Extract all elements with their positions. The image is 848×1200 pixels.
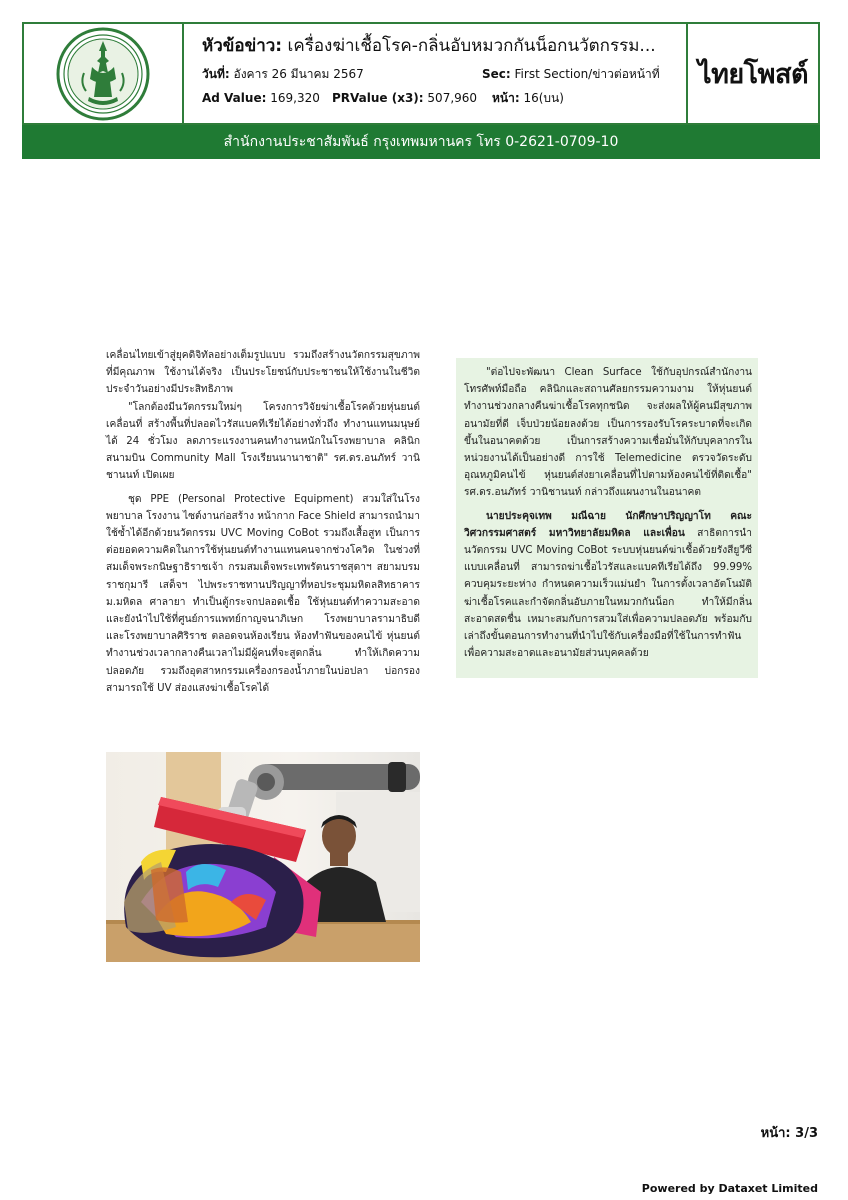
section-field [482,64,660,84]
article-paragraph: เคลื่อนไทยเข้าสู่ยุคดิจิทัลอย่างเต็มรูปแบบ รวมถึงสร้างนวัตกรรมสุขภาพที่มีคุณภาพ ใช้งานได้จริง เป็นประโยชน์กับประชาชนให้ใช้งานในชีวิตประจำวันอย่างมีประสิทธิภาพ [106,350,420,396]
page-label: หน้า: [492,91,520,105]
bma-seal-icon [56,27,150,121]
robot-helmet-photo [106,752,420,962]
date-row [202,64,686,84]
date-label: วันที่: [202,67,230,81]
headline-row [202,32,686,60]
pr-value-label: PRValue (x3): [332,91,424,105]
page-number [761,1122,818,1143]
article-paragraph: "โลกต้องมีนวัตกรรมใหม่ๆ โครงการวิจัยฆ่าเชื้อโรคด้วยหุ่นยนต์เคลื่อนที่ สร้างพื้นที่ปลอดไวรัสแบคทีเรียได้อย่างทั่วถึง ทำงานแทนมนุษย์ได้ 24 ชั่วโมง ลดภาระแรงงานคนทำงานหนักในโรงพยาบาล คลินิก สนามบิน Community Mall โรงเรียนนานาชาติ" รศ.ดร.อนภัทร์ วานิชานนท์ เปิดเผย [106,401,420,482]
headline-label: หัวข้อข่าว: [202,36,283,56]
page-value: 16(บน) [523,91,564,105]
pr-office-banner: สำนักงานประชาสัมพันธ์ กรุงเทพมหานคร โทร 0-2621-0709-10 [22,125,820,159]
article-paragraph: "ต่อไปจะพัฒนา Clean Surface ใช้กับอุปกรณ์สำนักงาน โทรศัพท์มือถือ คลินิกและสถานศัลยกรรมความงาม ให้หุ่นยนต์ทำงานช่วงกลางคืนฆ่าเชื้อโรคทุกชนิด จะส่งผลให้ผู้คนมีสุขภาพอนามัยที่ดี เจ็บป่วยน้อยลงด้วย เป็นการรองรับโรคระบาดที่จะเกิดขึ้นในอนาคตด้วย เป็นการสร้างความเชื่อมั่นให้กับบุคลากรในหน่วยงานได้เป็นอย่างดี การใช้ Telemedicine ตรวจวัดระดับอุณหภูมิคนไข้ หุ่นยนต์ส่งยาเคลื่อนที่ไปตามห้องคนไข้ที่ติดเชื้อ" รศ.ดร.อนภัทร์ วานิชานนท์ กล่าวถึงแผนงานในอนาคต [464,367,752,499]
date-value: อังคาร 26 มีนาคม 2567 [233,67,364,81]
ad-value: 169,320 [270,91,320,105]
publication-cell [688,24,818,123]
powered-by: Powered by Dataxet Limited [641,1182,818,1195]
bma-logo-cell [24,24,184,123]
clipping-info [184,24,688,123]
page-number-label: หน้า: [760,1126,791,1141]
article-photo [106,752,420,962]
caption-text: สาธิตการนำนวัตกรรม UVC Moving CoBot ระบบหุ่นยนต์ฆ่าเชื้อด้วยรังสียูวีซีแบบเคลื่อนที่ สามารถฆ่าเชื้อไวรัสและแบคทีเรียได้ถึง 99.99% ควบคุมระยะห่าง กำหนดความเร็วแม่นยำ ในการตั้งเวลาอัตโนมัติ ฆ่าเชื้อโรคและกำจัดกลิ่นอับภายในหมวกกันน็อก ทำให้มีกลิ่นสะอาดสดชื่น เหมาะสมกับการสวมใส่เพื่อความปลอดภัย พร้อมกับเล่าถึงขั้นตอนการทำงานที่นำไปใช้กับเครื่องมือที่ใช้ในการทำฟันเพื่อความสะอาดและอนามัยส่วนบุคคลด้วย [464,527,752,660]
section-label: Sec: [482,67,511,81]
ad-value-label: Ad Value: [202,91,267,105]
page-number-value: 3/3 [795,1126,818,1141]
pr-value: 507,960 [427,91,478,105]
publication-logo: ไทยโพสต์ [697,59,808,90]
caption-bold: นายประคุจเทพ มณีฉาย นักศึกษาปริญญาโท คณะวิศวกรรมศาสตร์ มหาวิทยาลัยมหิดล และเพื่อน [464,510,752,539]
pr-value-field [332,88,477,108]
section-value: First Section/ข่าวต่อหน้าที่ [514,67,660,81]
page-field [492,88,564,108]
article-right-column [456,358,758,678]
clipping-header [22,22,820,125]
value-row [202,88,686,108]
article-paragraph: ชุด PPE (Personal Protective Equipment) สวมใส่ในโรงพยาบาล โรงงาน ไซต์งานก่อสร้าง หน้ากาก Face Shield สามารถนำมาใช้ซ้ำได้อีกด้วยนวัตกรรม UVC Moving CoBot รวมถึงเสื้อสูท เป็นการต่อยอดความคิดในการใช้หุ่นยนต์ทำงานแทนคนจากช่วงโควิด ในช่วงที่สมเด็จพระกนิษฐาธิราชเจ้า กรมสมเด็จพระเทพรัตนราชสุดาฯ สยามบรมราชกุมารี เสด็จฯ ไปพระราชทานปริญญาที่หอประชุมมหิดลสิทธาคาร ม.มหิดล ศาลายา ทำเป็นตู้กระจกปลอดเชื้อ ใช้หุ่นยนต์ทำความสะอาด และยังนำไปใช้ที่ศูนย์การแพทย์กาญจนาภิเษก โรงพยาบาลรามาธิบดี และโรงพยาบาลศิริราช ตลอดจนห้องเรียน ห้องทำฟันของคนไข้ หุ่นยนต์ทำงานช่วงเวลากลางคืนเวลาไม่มีผู้คนที่จะสูดกลิ่น ทำให้เกิดความปลอดภัย รวมถึงอุตสาหกรรมเครื่องกรองน้ำภายในบ่อปลา บ่อกรองสามารถใช้ UV ส่องแสงฆ่าเชื้อโรคได้ [106,493,420,694]
article-left-column [106,347,420,697]
photo-caption [464,508,752,663]
headline-text: เครื่องฆ่าเชื้อโรค-กลิ่นอับหมวกกันน็อกนวัตกรรม... [287,36,656,56]
